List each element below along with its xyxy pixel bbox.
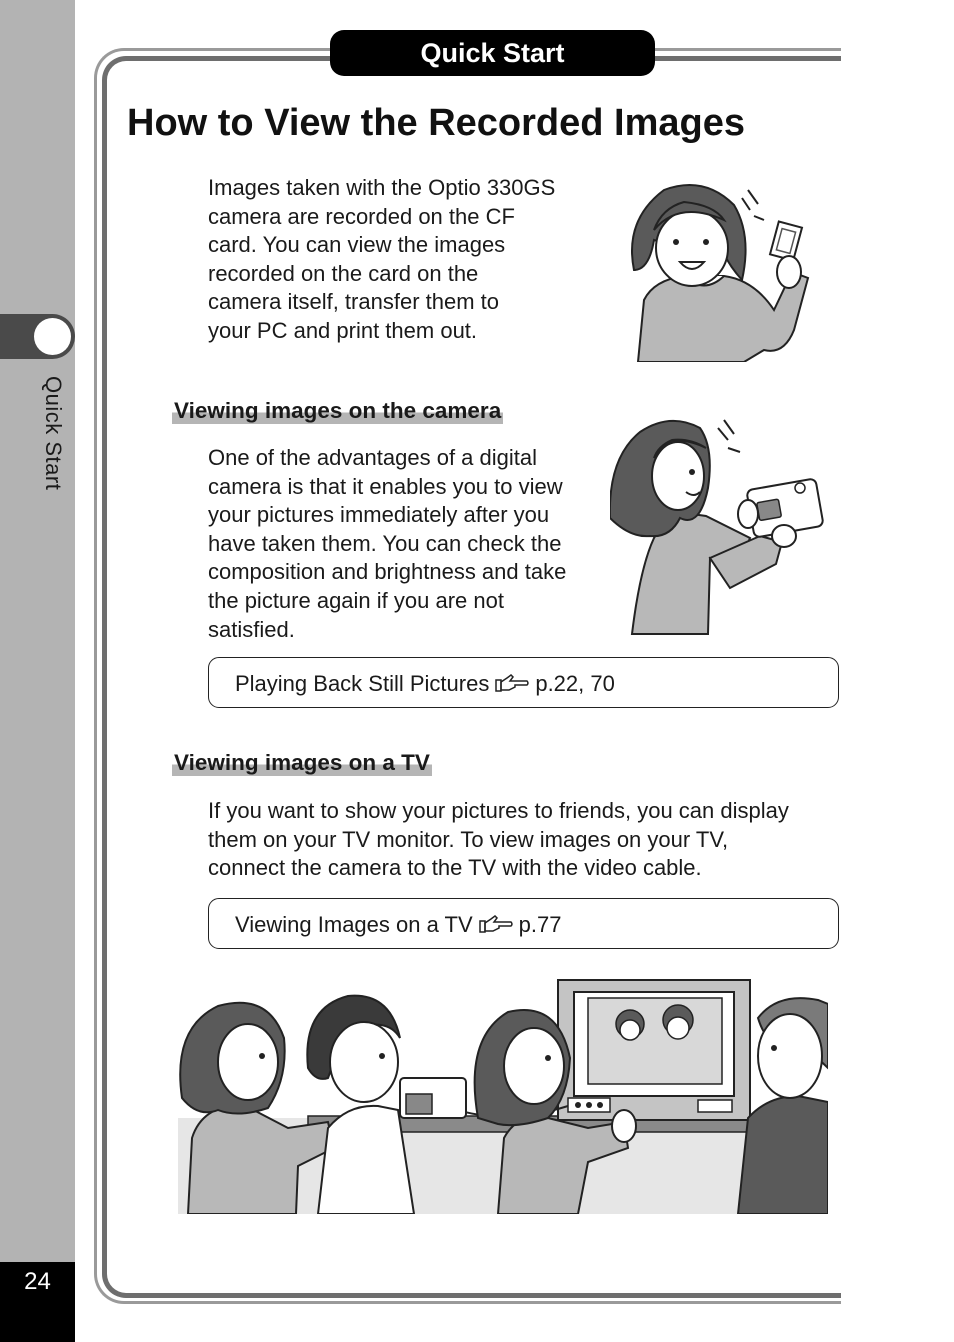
section-body-camera: One of the advantages of a digital camera is that it enables you to view your pictures immediately after you have taken them. You can check the composition and brightness and take the picture again if you are not satisfied. <box>208 445 567 642</box>
sidebar-label: Quick Start <box>41 376 66 491</box>
page-number: 24 <box>24 1268 51 1295</box>
reference-box-playback[interactable] <box>208 657 839 708</box>
sidebar-tab-dot <box>34 318 71 355</box>
woman-holding-card-illustration <box>624 180 824 362</box>
reference-pages: p.22, 70 <box>535 671 615 696</box>
friends-watching-tv-illustration <box>178 978 828 1214</box>
page-title: How to View the Recorded Images <box>127 102 746 144</box>
woman-viewing-camera-illustration <box>610 418 826 636</box>
reference-text: Playing Back Still Pictures <box>235 671 490 696</box>
intro-paragraph: Images taken with the Optio 330GS camera are recorded on the CF card. You can view the images recorded on the card on the camera itself, transfer them to your PC and print them out. <box>208 175 556 343</box>
sidebar <box>0 0 75 1342</box>
pointing-hand-icon <box>479 902 513 953</box>
reference-pages: p.77 <box>518 912 562 937</box>
pointing-hand-icon <box>495 661 529 712</box>
reference-text: Viewing Images on a TV <box>235 912 473 937</box>
section-heading-tv: Viewing images on a TV <box>174 750 430 775</box>
section-body-tv: If you want to show your pictures to friends, you can display them on your TV monitor. To view images on your TV, connect the camera to the TV with the video cable. <box>208 798 789 881</box>
section-heading-camera: Viewing images on the camera <box>174 398 502 423</box>
reference-box-tv[interactable] <box>208 898 839 949</box>
sidebar-tab <box>0 314 75 359</box>
quick-start-badge: Quick Start <box>330 30 655 76</box>
